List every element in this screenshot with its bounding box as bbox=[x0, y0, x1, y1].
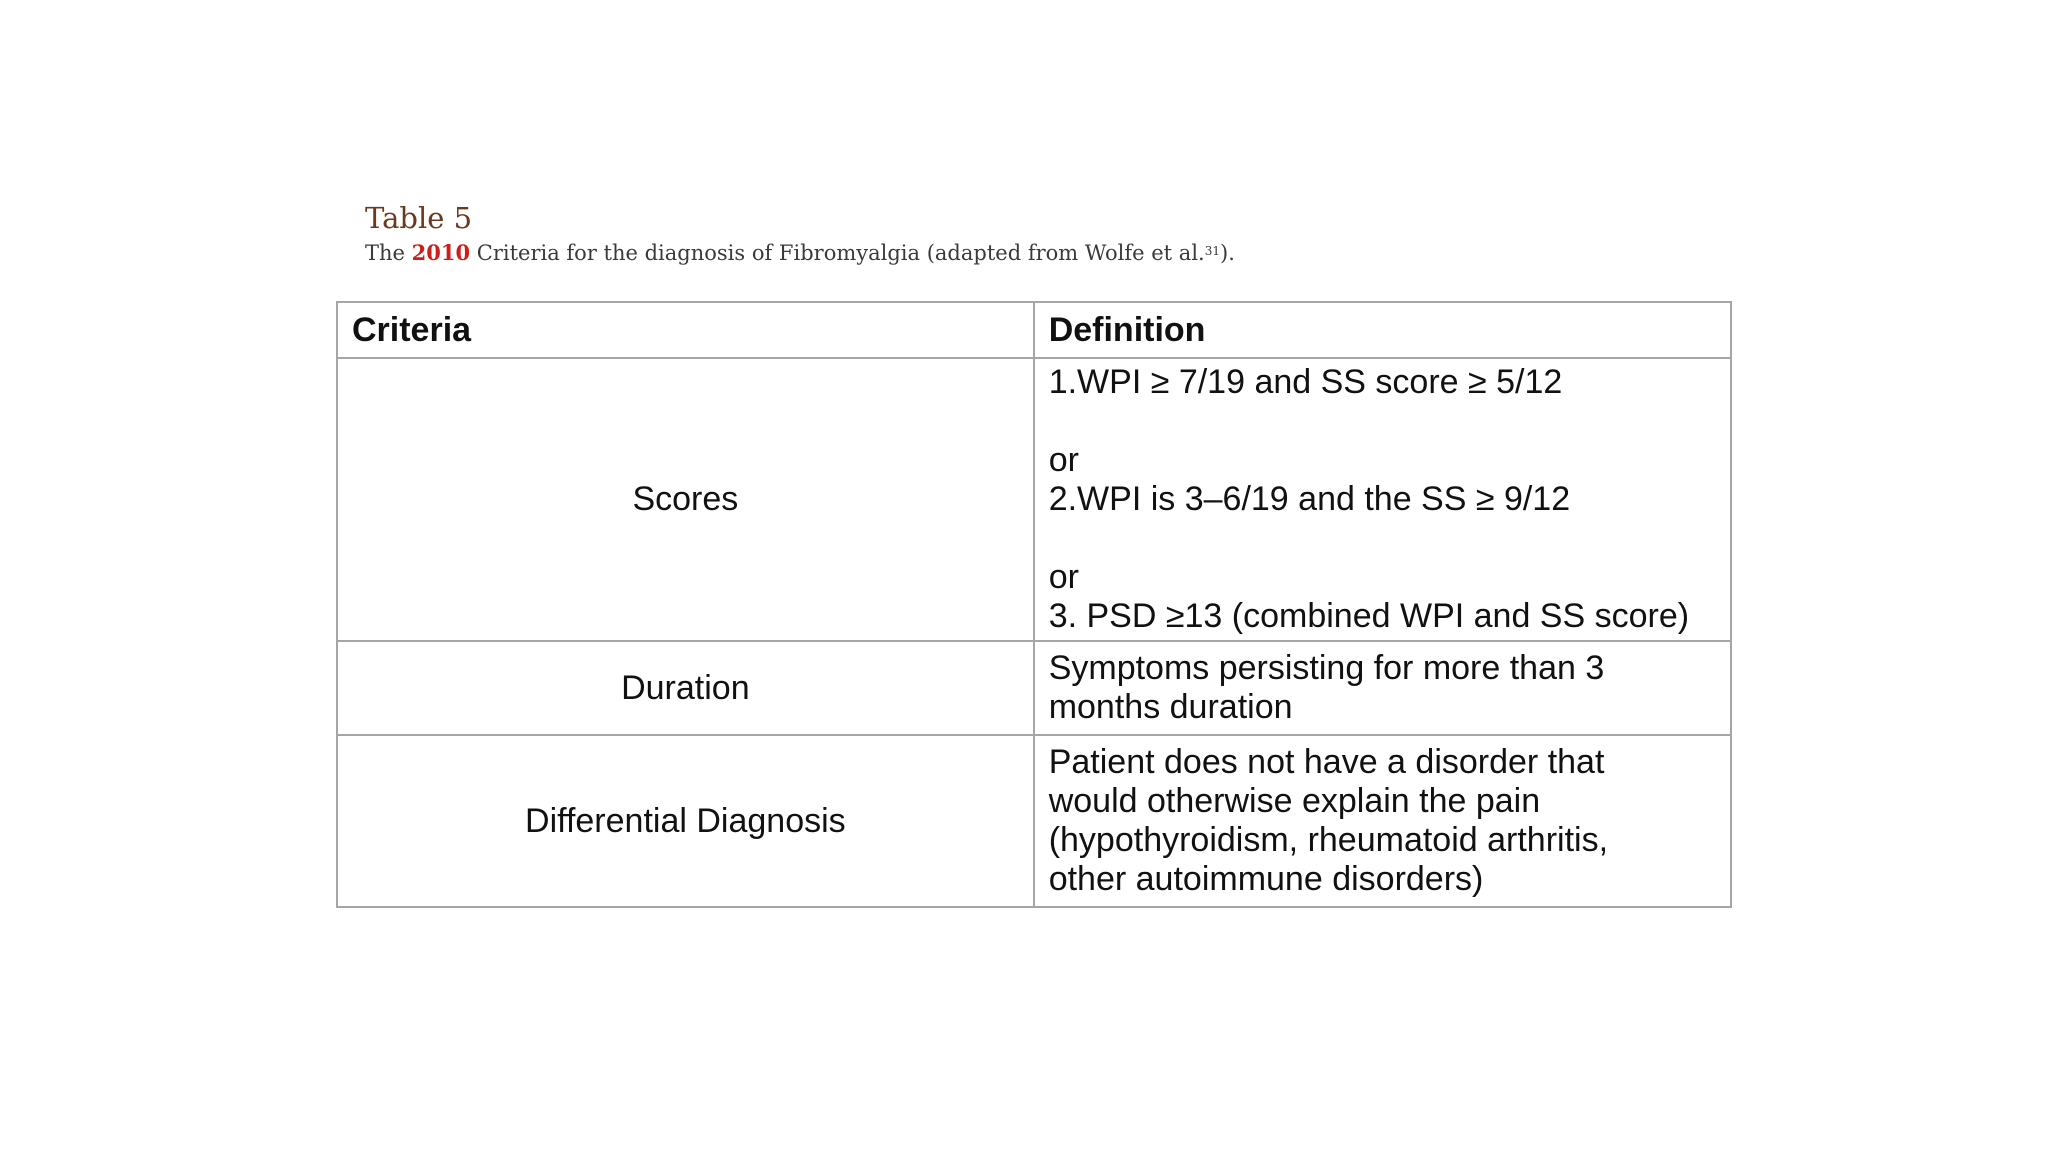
definition-line: or bbox=[1048, 558, 1079, 596]
header-row bbox=[337, 302, 1731, 358]
table-row bbox=[337, 358, 1731, 641]
table-caption bbox=[365, 200, 1745, 268]
line-gap bbox=[1049, 402, 1716, 441]
criteria-table bbox=[336, 301, 1732, 908]
criteria-cell-scores: Scores bbox=[337, 358, 1034, 641]
definition-line: Symptoms persisting for more than 3 bbox=[1048, 649, 1605, 687]
definition-line: 3. PSD ≥13 (combined WPI and SS score) bbox=[1048, 597, 1690, 635]
caption-text bbox=[365, 236, 1745, 268]
caption-reference[interactable]: 31 bbox=[1204, 244, 1220, 258]
definition-line: or bbox=[1048, 441, 1079, 479]
header-criteria: Criteria bbox=[337, 302, 1034, 358]
definition-line: other autoimmune disorders) bbox=[1048, 860, 1484, 898]
definition-line: Patient does not have a disorder that bbox=[1048, 743, 1605, 781]
definition-cell-scores bbox=[1034, 358, 1731, 641]
header-definition: Definition bbox=[1034, 302, 1731, 358]
caption-year: 2010 bbox=[411, 240, 471, 265]
line-gap bbox=[1049, 519, 1716, 558]
caption-text-end: ). bbox=[1220, 241, 1235, 265]
criteria-cell-duration: Duration bbox=[337, 641, 1034, 735]
criteria-cell-differential-diagnosis: Differential Diagnosis bbox=[337, 735, 1034, 907]
definition-line: 1.WPI ≥ 7/19 and SS score ≥ 5/12 bbox=[1048, 363, 1563, 401]
definition-line: (hypothyroidism, rheumatoid arthritis, bbox=[1048, 821, 1609, 859]
definition-line: 2.WPI is 3–6/19 and the SS ≥ 9/12 bbox=[1048, 480, 1571, 518]
definition-cell-differential-diagnosis bbox=[1034, 735, 1731, 907]
table-row bbox=[337, 735, 1731, 907]
table-row bbox=[337, 641, 1731, 735]
table-label: Table 5 bbox=[365, 201, 473, 235]
definition-line: would otherwise explain the pain bbox=[1048, 782, 1541, 820]
definition-line: months duration bbox=[1048, 688, 1293, 726]
caption-text-after: Criteria for the diagnosis of Fibromyalgia (adapted from Wolfe et al. bbox=[470, 241, 1205, 265]
definition-cell-duration bbox=[1034, 641, 1731, 735]
caption-text-before: The bbox=[365, 241, 412, 265]
